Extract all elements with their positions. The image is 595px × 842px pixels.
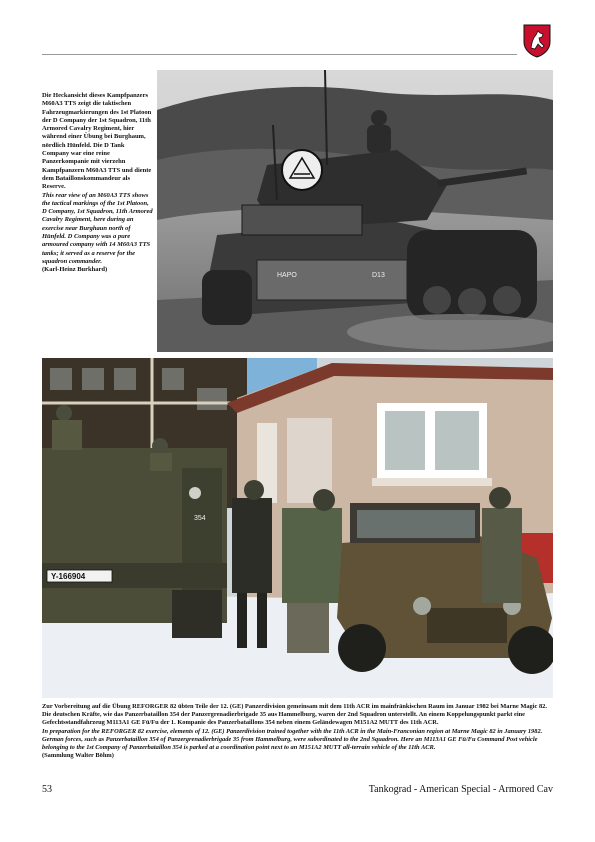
apc-side-number: 354	[194, 515, 206, 522]
caption-english: This rear view of an M60A3 TTS shows the tactical markings of the 1st Platoon, D Company, 1st Squadron, 11th Armored Cavalry Regiment, here during an exercise near Burghaun north of Hünfeld. D Company was a pure armoured company with 14 M60A3 TTS tanks; it served as a reserve for the squadron commander.	[42, 191, 153, 265]
header-rule	[42, 54, 517, 55]
winter-exercise-photo	[42, 358, 553, 698]
apc-plate: Y-166904	[51, 572, 86, 581]
tank-plate-left: HAPO	[277, 272, 297, 279]
shield-insignia-icon	[523, 24, 551, 58]
tank-rear-photo	[157, 70, 553, 352]
caption-german: Zur Vorbereitung auf die Übung REFORGER 82 übten Teile der 12. (GE) Panzerdivision gemeinsam mit dem 11th ACR im mainfränkischen Raum im Januar 1982 bei Marne Magic 82. Die deutschen Kräfte, wie das Panzerbataillon 354 der Panzergrenadierbrigade 35 aus Hammelburg, waren der 2nd Squadron unterstellt. An einem Koppelungspunkt parkt eine Gefechtsstandfahrzeug M113A1 GE Fü/Fu der 1. Kompanie des Panzerbataillons 354 neben einem Geländewagen M151A2 MUTT des 11th ACR.	[42, 703, 547, 727]
caption-german: Die Heckansicht dieses Kampfpanzers M60A3 TTS zeigt die taktischen Fahrzeugmarkierungen des 1st Platoon der D Company der 1st Squadron, 11th Armored Cavalry Regiment, hier während einer Übung bei Burghaum, nördlich Hünfeld. Die D Tank Company war eine reine Panzerkompanie mit vierzehn Kampfpanzern M60A3 TTS und diente dem Bataillonskommandeur als Reserve.	[42, 92, 152, 191]
photo-credit: (Sammlung Walter Böhm)	[42, 752, 114, 760]
page-number: 53	[42, 784, 52, 795]
top-photo-caption	[42, 92, 153, 275]
caption-english: In preparation for the REFORGER 82 exercise, elements of 12. (GE) Panzerdivision trained together with the 11th ACR in the Main-Franconian region at Marne Magic 82 in January 1982. German forces, such as Panzerbataillon 354 of Panzergrenadierbrigade 35 from Hammelburg, were subordinated to the 2nd Squadron. Here an M113A1 GE Fü/Fu Command Post vehicle belonging to the 1st Company of Panzerbataillon 354 is parked at a coordination point next to an M151A2 MUTT all-terrain vehicle of the 11th ACR.	[42, 727, 543, 752]
bottom-photo-caption	[42, 703, 554, 760]
photo-credit: (Karl-Heinz Burkhard)	[42, 266, 108, 274]
tank-plate-right: D13	[372, 272, 385, 279]
running-title: Tankograd - American Special - Armored Cav	[368, 784, 553, 795]
